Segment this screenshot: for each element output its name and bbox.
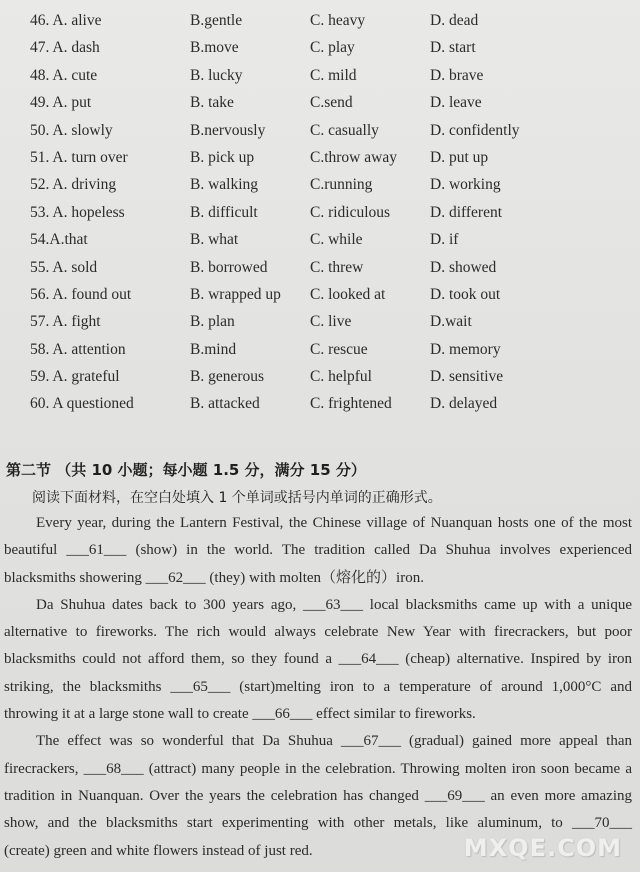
watermark-text: MXQE.COM	[463, 834, 622, 862]
option-b: B. pick up	[190, 148, 255, 166]
passage-line: Da Shuhua dates back to 300 years ago, ___63___ local blacksmiths came up with a unique	[36, 596, 632, 613]
option-b: B. difficult	[190, 203, 258, 221]
option-a: 54.A.that	[30, 231, 88, 249]
option-a: 50. A. slowly	[30, 121, 113, 139]
option-a: 55. A. sold	[30, 258, 98, 276]
option-row	[0, 337, 640, 364]
option-d: D. put up	[430, 148, 489, 166]
option-a: 47. A. dash	[30, 39, 100, 57]
option-a: 58. A. attention	[30, 340, 126, 358]
option-row	[0, 118, 640, 145]
option-c: C.running	[310, 176, 373, 194]
option-row	[0, 200, 640, 227]
option-a: 56. A. found out	[30, 285, 132, 303]
option-d: D. memory	[430, 340, 501, 358]
paragraph-2	[4, 592, 632, 728]
option-a: 60. A questioned	[30, 395, 134, 413]
passage-line: throwing it at a large stone wall to create ___66___ effect similar to fireworks.	[4, 706, 476, 723]
option-row	[0, 90, 640, 117]
passage-line: (create) green and white flowers instead of just red.	[4, 842, 313, 859]
option-c: C. casually	[310, 121, 379, 139]
option-c: C. threw	[310, 258, 364, 276]
option-b: B.gentle	[190, 12, 243, 29]
passage-line: tradition in Nuanquan. Over the years the celebration has changed ___69___ an even more amazing	[4, 787, 632, 804]
option-b: B. borrowed	[190, 258, 268, 276]
option-b: B. wrapped up	[190, 285, 281, 303]
section-instruction: 阅读下面材料，在空白处填入 1 个单词或括号内单词的正确形式。	[32, 490, 442, 506]
option-c: C. while	[310, 231, 363, 249]
option-b: B. lucky	[190, 66, 243, 84]
paragraph-1	[4, 510, 632, 592]
passage-line: Every year, during the Lantern Festival, the Chinese village of Nuanquan hosts one of the most	[36, 515, 632, 531]
option-row	[0, 145, 640, 172]
passage-line: blacksmiths could not afford them, so they found a ___64___ (cheap) alternative. Inspired by iron	[4, 651, 632, 668]
option-a: 48. A. cute	[30, 66, 98, 84]
option-d: D. if	[430, 231, 459, 249]
option-c: C.throw away	[310, 148, 397, 166]
option-b: B. generous	[190, 368, 265, 386]
option-a: 53. A. hopeless	[30, 203, 125, 221]
option-a: 46. A. alive	[30, 12, 102, 29]
passage-line: blacksmiths showering ___62___ (they) with molten（熔化的）iron.	[4, 569, 424, 586]
option-d: D. brave	[430, 66, 484, 84]
option-b: B. attacked	[190, 395, 260, 413]
option-row	[0, 227, 640, 254]
passage-line: The effect was so wonderful that Da Shuhua ___67___ (gradual) gained more appeal than	[36, 733, 632, 750]
option-b: B. walking	[190, 176, 259, 194]
option-b: B.mind	[190, 340, 237, 358]
option-row	[0, 364, 640, 391]
passage-line: striking, the blacksmiths ___65___ (start)melting iron to a temperature of around 1,000°C and	[4, 678, 632, 695]
option-b: B. take	[190, 94, 234, 112]
option-b: B.nervously	[190, 121, 266, 139]
option-d: D. leave	[430, 94, 482, 112]
option-d: D. different	[430, 203, 503, 221]
section-title: 第二节 （共 10 小题；每小题 1.5 分，满分 15 分）	[6, 461, 366, 479]
option-c: C. ridiculous	[310, 203, 391, 221]
option-c: C. live	[310, 313, 352, 331]
option-a: 52. A. driving	[30, 176, 117, 194]
option-c: C. play	[310, 39, 355, 57]
option-row	[0, 8, 640, 35]
option-b: B. plan	[190, 313, 235, 331]
option-c: C. mild	[310, 66, 357, 84]
passage-line: alternative to fireworks. The rich would always celebrate New Year with firecrackers, but poor	[4, 624, 632, 641]
option-row	[0, 282, 640, 309]
option-row	[0, 172, 640, 199]
option-c: C. rescue	[310, 340, 368, 358]
option-d: D. working	[430, 176, 501, 194]
option-row	[0, 35, 640, 62]
passage-line: firecrackers, ___68___ (attract) many people in the celebration. Throwing molten iron soon became a	[4, 760, 632, 777]
option-a: 59. A. grateful	[30, 368, 120, 386]
passage-line: show, and the blacksmiths start experimenting with other metals, like aluminum, to ___70___	[4, 815, 632, 832]
option-c: C. frightened	[310, 395, 392, 413]
option-a: 51. A. turn over	[30, 148, 128, 166]
option-d: D. took out	[430, 285, 501, 303]
option-d: D. start	[430, 39, 476, 57]
option-row	[0, 255, 640, 282]
option-row	[0, 63, 640, 90]
option-b: B. what	[190, 231, 239, 249]
option-d: D.wait	[430, 313, 472, 331]
option-b: B.move	[190, 39, 239, 57]
watermark-logo	[463, 802, 632, 868]
option-d: D. confidently	[430, 121, 520, 139]
option-row	[0, 391, 640, 418]
option-a: 57. A. fight	[30, 313, 101, 331]
option-a: 49. A. put	[30, 94, 92, 112]
option-c: C. looked at	[310, 285, 386, 303]
answer-options-list	[0, 8, 640, 419]
option-d: D. sensitive	[430, 368, 504, 386]
option-c: C. helpful	[310, 368, 372, 386]
option-d: D. dead	[430, 12, 479, 29]
option-c: C. heavy	[310, 12, 366, 29]
option-row	[0, 309, 640, 336]
passage-line: beautiful ___61___ (show) in the world. The tradition called Da Shuhua involves experienced	[4, 542, 632, 559]
option-c: C.send	[310, 94, 353, 112]
option-d: D. showed	[430, 258, 497, 276]
option-d: D. delayed	[430, 395, 498, 413]
